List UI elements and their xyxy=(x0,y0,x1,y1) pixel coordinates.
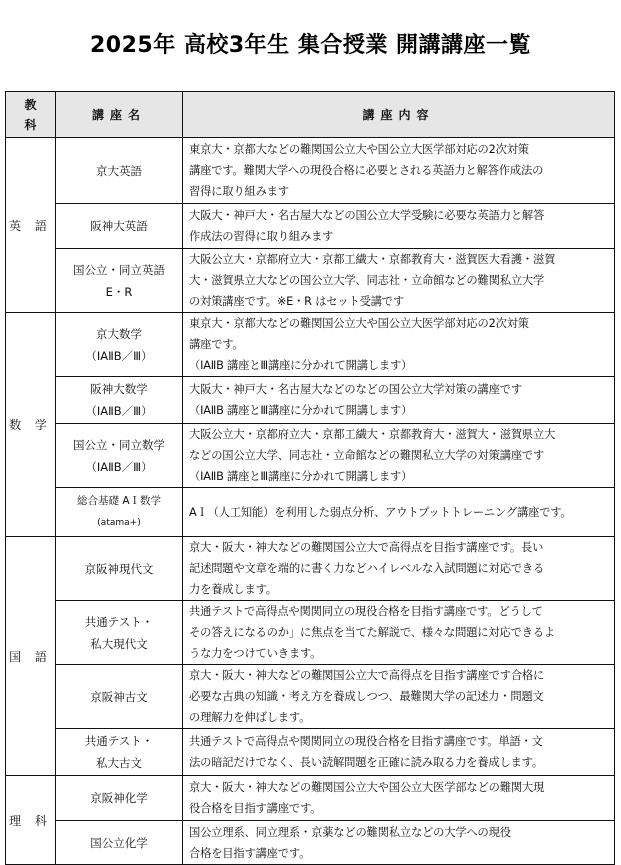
course-description-cell xyxy=(183,821,615,865)
course-name: 国公立・同立英語 xyxy=(73,262,165,277)
course-description-line: その答えになるのか」に焦点を当てた解説で、様々な問題に対応できるよ xyxy=(189,626,555,639)
course-name: 京阪神古文 xyxy=(90,689,148,704)
table-row xyxy=(6,665,615,729)
course-description-cell xyxy=(183,665,615,729)
course-name-cell xyxy=(56,488,183,537)
table-row xyxy=(6,313,615,377)
course-description-line: 京大・阪大・神大などの難関国公立大や国公立大医学部などの難関大現 xyxy=(189,781,545,794)
course-description-line: 記述問題や文章を端的に書く力などハイレベルな入試問題に対応できる xyxy=(189,562,545,575)
course-name-cell xyxy=(56,424,183,488)
table-row xyxy=(6,776,615,821)
course-description-line: 必要な古典の知識・考え方を養成しつつ、最難関大学の記述力・問題文 xyxy=(189,690,544,703)
course-description-cell xyxy=(183,729,615,776)
course-name: （ⅠAⅡB／Ⅲ） xyxy=(85,459,153,474)
course-description-line: 京大・阪大・神大などの難関国公立大で高得点を目指す講座です。長い xyxy=(189,541,544,554)
course-description-line: 習得に取り組みます xyxy=(189,185,289,198)
table-row xyxy=(6,377,615,424)
course-name: （ⅠAⅡB／Ⅲ） xyxy=(85,348,153,363)
course-name: 総合基礎 AＩ数学 xyxy=(76,495,162,507)
course-name: 国公立・同立数学 xyxy=(73,437,165,452)
header-subject xyxy=(6,92,56,138)
table-row xyxy=(6,204,615,249)
course-name-cell xyxy=(56,729,183,776)
course-name: （ⅠAⅡB／Ⅲ） xyxy=(85,404,153,418)
course-description-cell xyxy=(183,424,615,488)
course-description-cell xyxy=(183,377,615,424)
course-name-cell xyxy=(56,249,183,313)
course-name-cell xyxy=(56,204,183,249)
course-description-cell xyxy=(183,138,615,204)
course-description-line: 大阪公立大・京都府立大・京都工繊大・京都教育大・滋賀医大看護・滋賀 xyxy=(189,253,556,266)
course-name-cell xyxy=(56,377,183,424)
course-description-line: 共通テストで高得点や関関同立の現役合格を目指す講座です。単語・文 xyxy=(189,735,543,748)
course-description-line: 大阪大・神戸大・名古屋大などの国公立大学受験に必要な英語力と解答 xyxy=(189,209,545,222)
course-description-cell xyxy=(183,313,615,377)
table-row xyxy=(6,488,615,537)
course-name: 国公立化学 xyxy=(90,835,148,850)
course-name: 共通テスト・ xyxy=(84,734,154,748)
subject-cell: 理 科 xyxy=(6,776,56,865)
course-description-line: 共通テストで高得点や関関同立の現役合格を目指す講座です。どうして xyxy=(189,605,543,618)
course-description-line: などの国公立大学、同志社・立命館などの難関私立大学の対策講座です xyxy=(189,449,545,462)
course-name-cell xyxy=(56,537,183,601)
table-row xyxy=(6,821,615,865)
course-description-line: 役合格を目指す講座です。 xyxy=(189,802,322,815)
table-row xyxy=(6,249,615,313)
course-description-line: 法の暗記だけでなく、長い読解問題を正確に読み取る力を養成します。 xyxy=(189,756,543,769)
course-description-line: 講座です。難関大学への現役合格に必要とされる英語力と解答作成法の xyxy=(189,164,544,177)
course-description-line: 大阪大・神戸大・名古屋大などのなどの国公立大学対策の講座です xyxy=(189,383,522,396)
course-name: 京大数学 xyxy=(96,326,142,341)
course-description-cell xyxy=(183,776,615,821)
course-description-cell xyxy=(183,249,615,313)
table-header-row xyxy=(6,92,615,138)
course-name-cell xyxy=(56,776,183,821)
table-row xyxy=(6,537,615,601)
course-description-line: 作成法の習得に取り組みます xyxy=(189,230,334,243)
course-name-cell xyxy=(56,665,183,729)
subject-cell: 数 学 xyxy=(6,313,56,537)
course-description-line: 国公立理系、同立理系・京薬などの難関私立などの大学への現役 xyxy=(189,825,511,839)
table-row xyxy=(6,601,615,665)
course-description-line: AＩ（人工知能）を利用した弱点分析、アウトプットトレーニング講座です。 xyxy=(189,505,572,519)
course-description-line: 大阪公立大・京都府立大・京都工繊大・京都教育大・滋賀大・滋賀県立大 xyxy=(189,428,556,441)
header-subject-line2: 科 xyxy=(24,117,37,132)
course-name: 私大現代文 xyxy=(90,636,148,651)
course-description-cell xyxy=(183,488,615,537)
course-name: 京阪神化学 xyxy=(90,791,148,805)
course-name: E・R xyxy=(105,284,133,299)
course-description-line: （ⅠAⅡB 講座とⅢ講座に分かれて開講します） xyxy=(189,470,413,483)
course-name-cell xyxy=(56,138,183,204)
table-row xyxy=(6,424,615,488)
course-description-line: （ⅠAⅡB 講座とⅢ講座に分かれて開講します） xyxy=(189,404,413,417)
course-name: 共通テスト・ xyxy=(84,614,154,629)
course-description-line: 講座です。 xyxy=(189,338,244,351)
course-description-line: の対策講座です。※E・R はセット受講です xyxy=(189,295,404,308)
course-name-cell xyxy=(56,821,183,865)
course-name: 京阪神現代文 xyxy=(84,561,154,576)
course-description-cell xyxy=(183,537,615,601)
header-subject-line1: 教 xyxy=(24,97,37,112)
course-description-line: 大・滋賀県立大などの国公立大学、同志社・立命館などの難関私立大学 xyxy=(189,274,545,287)
course-description-line: 京大・阪大・神大などの難関国公立大で高得点を目指す講座です合格に xyxy=(189,669,545,682)
course-description-line: 合格を目指す講座です。 xyxy=(189,846,311,860)
course-name-cell xyxy=(56,601,183,665)
page-title: 2025年 高校3年生 集合授業 開講講座一覧 xyxy=(89,33,532,58)
header-content: 講座内容 xyxy=(183,92,615,138)
course-description-line: 東京大・京都大などの難関国公立大や国公立大医学部対応の2次対策 xyxy=(189,143,529,156)
course-description-line: 力を養成します。 xyxy=(189,583,277,596)
course-name-cell xyxy=(56,313,183,377)
course-description-cell xyxy=(183,601,615,665)
subject-cell: 英 語 xyxy=(6,138,56,313)
course-name: 京大英語 xyxy=(96,163,142,178)
course-description-line: 東京大・京都大などの難関国公立大や国公立大医学部対応の2次対策 xyxy=(189,317,529,330)
header-course-name: 講座名 xyxy=(56,92,183,138)
table-row xyxy=(6,138,615,204)
course-description-line: うな力をつけていきます。 xyxy=(189,647,322,660)
course-description-line: の理解力を伸ばします。 xyxy=(189,711,311,724)
course-table xyxy=(5,91,615,865)
course-description-cell xyxy=(183,204,615,249)
table-row xyxy=(6,729,615,776)
subject-cell: 国 語 xyxy=(6,537,56,776)
course-name: (atama+) xyxy=(97,518,141,528)
course-name: 私大古文 xyxy=(96,756,142,770)
course-name: 阪神大数学 xyxy=(90,382,148,396)
course-name: 阪神大英語 xyxy=(90,219,148,233)
course-description-line: （ⅠAⅡB 講座とⅢ講座に分かれて開講します） xyxy=(189,359,413,372)
